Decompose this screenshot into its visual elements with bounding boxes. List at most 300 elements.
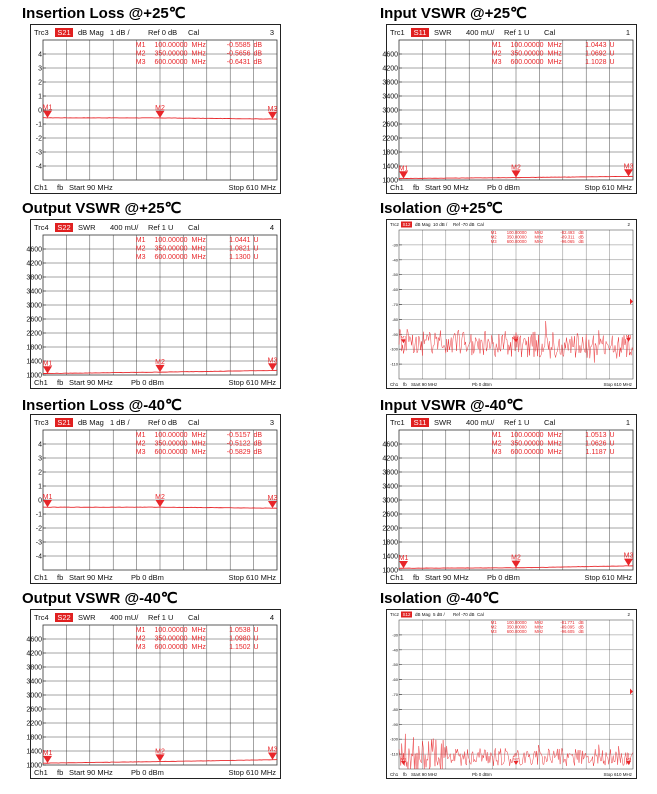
y-tick-label: 3800 [26,664,42,672]
y-tick-label: 2600 [26,706,42,714]
y-tick-label: 3000 [382,497,398,505]
marker-label: M3 [625,756,632,762]
analyzer-plot [387,610,636,778]
marker-label: M2 [155,359,165,367]
marker-readout-name: M2 [135,245,146,253]
format-label: SWR [434,28,452,37]
footer-fb: fb [403,772,407,777]
y-tick-label: -1 [35,121,42,129]
marker-readout-value: 1.0692 [585,50,607,58]
marker-label: M2 [155,748,165,756]
cal-label: Cal [544,28,556,37]
marker-readout-vunit: dB [253,59,263,66]
marker-readout-unit: MHz [191,440,206,448]
y-tick-label: 3800 [26,274,42,282]
footer-channel: Ch1 [34,768,48,777]
cal-label: Cal [188,28,200,37]
marker-triangle [401,761,406,765]
scale-label: 1 dB / [110,418,130,427]
y-tick-label: -2 [35,525,42,533]
marker-readout-name: M1 [135,237,146,244]
param-label: S11 [413,28,427,37]
marker-readout-name: M1 [490,230,497,235]
marker-readout-name: M3 [135,254,146,261]
marker-readout-value: 1.1187 [585,449,607,456]
marker-readout-value: -81.771 [560,620,575,625]
ref-label: Ref 1 U [148,613,174,622]
marker-readout-value: 1.0443 [585,42,607,49]
y-tick-label: -30 [392,632,398,638]
y-tick-label: 3400 [382,483,398,491]
footer-channel: Ch1 [34,573,48,582]
analyzer-screen [26,609,281,779]
y-tick-label: 3000 [26,302,42,310]
marker-readout-value: -0.5656 [226,50,251,58]
marker-readout-name: M2 [135,635,146,643]
format-label: dB Mag [415,612,431,617]
ref-position-icon [630,299,633,305]
scale-label: 5 dB / [433,612,445,617]
param-label: S12 [402,612,411,617]
marker-readout-vunit: U [609,42,615,49]
marker-readout-freq: 600.00000 [154,254,188,261]
y-tick-label: -110 [390,361,398,367]
footer-power: Pb 0 dBm [472,772,492,777]
footer-channel: Ch1 [34,378,48,387]
y-tick-label: -40 [392,647,398,653]
panel-title: Output VSWR @-40℃ [22,590,178,607]
y-tick-label: 4600 [26,636,42,644]
ref-indicator [41,238,49,242]
y-tick-label: -80 [392,316,398,322]
cal-label: Cal [188,613,200,622]
marker-readout-value: -89.311 [560,234,575,240]
analyzer-screen [26,219,281,389]
y-tick-label: 4200 [382,65,398,73]
marker-readout-value: 1.1028 [585,59,607,66]
marker-readout-name: M3 [491,59,502,66]
channel-number: 4 [269,613,274,622]
marker-label: M2 [511,554,521,562]
y-tick-label: -3 [35,539,42,547]
y-tick-label: 2 [38,469,42,477]
footer-start: Start 90 MHz [411,382,438,387]
footer-channel: Ch1 [390,772,399,777]
y-tick-label: -100 [389,346,398,352]
analyzer-plot [26,610,280,778]
marker-readout-value: 1.0513 [585,432,607,439]
footer-stop: Stop 610 MHz [228,378,276,387]
y-tick-label: -80 [392,706,398,712]
marker-readout-value: 1.0626 [585,440,607,448]
marker-label: M3 [267,357,278,365]
y-tick-label: -90 [392,331,398,337]
y-tick-label: -90 [392,721,398,727]
ref-indicator [397,623,405,627]
param-label: S22 [57,613,71,622]
cal-label: Cal [188,223,200,232]
trace-label: Trc4 [34,223,49,232]
analyzer-screen [30,24,281,194]
panel-title: Isolation @-40℃ [380,590,499,607]
ref-label: Ref -70 dB [453,222,475,227]
marker-readout-unit: MHz [534,620,544,625]
marker-readout-unit: MHz [547,440,562,448]
y-tick-label: 2600 [382,121,398,129]
marker-readout-vunit: U [609,432,615,439]
marker-readout-vunit: U [253,627,259,634]
marker-readout-value: 1.0538 [229,627,251,634]
y-tick-label: 4 [38,441,42,449]
scale-label: 400 mU/ [466,28,495,37]
marker-readout-value: -0.5585 [226,42,251,49]
marker-readout-freq: 350.00000 [510,50,544,58]
scale-label: 400 mU/ [110,613,139,622]
analyzer-screen [30,414,281,584]
marker-label: M2 [513,756,519,762]
marker-readout-vunit: dB [578,624,584,630]
marker-readout-vunit: U [253,644,259,651]
ref-indicator [397,433,405,437]
marker-readout-name: M1 [135,42,146,49]
marker-readout-vunit: dB [253,50,263,58]
analyzer-plot [387,220,636,388]
trace-label: Trc1 [390,28,405,37]
marker-readout-freq: 350.00000 [154,635,188,643]
y-tick-label: 3800 [382,79,398,87]
marker-readout-value: 1.0980 [229,635,251,643]
marker-readout-name: M1 [135,627,146,634]
y-tick-label: 2 [38,79,42,87]
analyzer-plot [31,415,280,583]
trace-label: Trc3 [34,418,49,427]
channel-number: 4 [269,223,274,232]
ref-indicator [397,43,405,47]
marker-readout-value: -0.5829 [226,449,251,456]
marker-readout-value: -0.6431 [226,59,251,66]
footer-power: Pb 0 dBm [487,183,520,192]
y-tick-label: -110 [390,751,398,757]
param-label: S21 [57,28,71,37]
footer-fb: fb [57,573,64,582]
marker-readout-unit: MHz [534,629,544,635]
marker-readout-name: M2 [490,234,497,240]
footer-fb: fb [57,183,64,192]
footer-start: Start 90 MHz [69,378,113,387]
marker-readout-unit: MHz [534,239,544,245]
marker-readout-unit: MHz [547,432,562,439]
marker-readout-name: M2 [491,440,502,448]
ref-indicator [397,233,405,237]
marker-readout-freq: 100.00000 [154,627,188,634]
analyzer-plot [26,220,280,388]
marker-readout-vunit: U [609,440,615,448]
cal-label: Cal [477,612,484,617]
param-label: S12 [402,222,411,227]
y-tick-label: 3 [38,65,42,73]
y-tick-label: 2200 [382,135,398,143]
analyzer-screen [386,609,637,779]
marker-triangle [514,761,519,765]
analyzer-plot [31,25,280,193]
panel-title: Insertion Loss @+25℃ [22,5,186,22]
marker-readout-freq: 600.00000 [506,239,527,245]
footer-stop: Stop 610 MHz [584,573,632,582]
footer-stop: Stop 610 MHz [228,183,276,192]
footer-start: Start 90 MHz [69,573,113,582]
marker-readout-vunit: dB [253,449,263,456]
y-tick-label: 1800 [382,149,398,157]
trace-label: Trc4 [34,613,49,622]
marker-readout-unit: MHz [547,449,562,456]
marker-readout-unit: MHz [191,449,206,456]
marker-label: M3 [267,495,278,503]
cal-label: Cal [477,222,484,227]
y-tick-label: -40 [392,257,398,263]
marker-readout-freq: 100.00000 [154,42,188,49]
marker-readout-value: 1.1502 [229,644,251,651]
y-tick-label: -4 [35,553,42,561]
marker-readout-freq: 100.00000 [154,432,188,439]
ref-label: Ref 1 U [148,223,174,232]
format-label: dB Mag [78,28,104,37]
marker-readout-name: M3 [490,239,497,245]
panel-title: Input VSWR @+25℃ [380,5,527,22]
footer-power: Pb 0 dBm [487,573,520,582]
marker-readout-vunit: dB [578,620,584,625]
footer-power: Pb 0 dBm [472,382,492,387]
y-tick-label: 2200 [26,720,42,728]
marker-readout-freq: 600.00000 [154,59,188,66]
y-tick-label: 1000 [26,372,42,380]
footer-fb: fb [413,183,420,192]
marker-readout-value: 1.0821 [229,245,251,253]
y-tick-label: 3000 [26,692,42,700]
format-label: SWR [78,613,96,622]
scale-label: 400 mU/ [466,418,495,427]
y-tick-label: -1 [35,511,42,519]
marker-readout-vunit: dB [578,239,584,245]
marker-label: M1 [400,334,407,340]
marker-readout-vunit: dB [253,432,263,439]
marker-readout-freq: 600.00000 [510,449,544,456]
y-tick-label: 2600 [382,511,398,519]
footer-start: Start 90 MHz [69,768,113,777]
footer-stop: Stop 610 MHz [603,772,632,777]
y-tick-label: -50 [392,272,398,278]
channel-number: 2 [627,612,630,617]
footer-power: Pb 0 dBm [131,378,164,387]
ref-label: Ref 0 dB [148,418,178,427]
marker-readout-vunit: dB [253,42,263,49]
marker-label: M1 [398,555,409,563]
footer-fb: fb [403,382,407,387]
y-tick-label: 4200 [26,650,42,658]
analyzer-screen [382,24,637,194]
ref-label: Ref 0 dB [148,28,178,37]
marker-readout-value: -96.605 [560,629,575,635]
trace-label: Trc1 [390,418,405,427]
y-tick-label: -100 [389,736,398,742]
marker-readout-unit: MHz [191,432,206,439]
y-tick-label: 1 [38,93,42,101]
footer-power: Pb 0 dBm [131,768,164,777]
ref-indicator [41,433,49,437]
marker-label: M1 [42,360,53,368]
marker-readout-vunit: U [609,449,615,456]
marker-readout-freq: 600.00000 [510,59,544,66]
analyzer-plot [382,25,636,193]
ref-indicator [41,628,49,632]
footer-stop: Stop 610 MHz [603,382,632,387]
marker-triangle [626,338,631,342]
footer-start: Start 90 MHz [69,183,113,192]
y-tick-label: -4 [35,163,42,171]
y-tick-label: -70 [392,692,398,697]
marker-readout-value: -0.5157 [226,432,251,439]
marker-readout-vunit: U [253,254,259,261]
marker-label: M1 [42,750,53,758]
marker-readout-unit: MHz [191,59,206,66]
marker-label: M3 [267,746,278,754]
marker-readout-name: M3 [490,629,497,635]
y-tick-label: 4200 [26,260,42,268]
marker-label: M1 [42,494,53,502]
footer-channel: Ch1 [390,382,399,387]
marker-readout-freq: 350.00000 [154,440,188,448]
marker-readout-vunit: U [609,59,615,66]
scale-label: 400 mU/ [110,223,139,232]
y-tick-label: 4200 [382,455,398,463]
analyzer-screen [386,219,637,389]
footer-start: Start 90 MHz [411,772,438,777]
marker-readout-name: M2 [491,50,502,58]
y-tick-label: 4600 [382,51,398,59]
panel-title: Isolation @+25℃ [380,200,503,217]
y-tick-label: 1400 [382,553,398,561]
marker-readout-value: -82.493 [560,230,575,235]
footer-start: Start 90 MHz [425,183,469,192]
trace-label: Trc2 [390,612,399,617]
marker-readout-vunit: dB [578,234,584,240]
trace-label: Trc3 [34,28,49,37]
y-tick-label: 1800 [26,344,42,352]
marker-readout-freq: 600.00000 [154,644,188,651]
y-tick-label: 2200 [382,525,398,533]
y-tick-label: 1400 [382,163,398,171]
footer-fb: fb [57,378,64,387]
analyzer-screen [382,414,637,584]
scale-label: 10 dB / [433,222,448,227]
y-tick-label: 3 [38,455,42,463]
y-tick-label: 1800 [382,539,398,547]
marker-readout-name: M1 [491,432,502,439]
marker-readout-unit: MHz [547,50,562,58]
footer-fb: fb [57,768,64,777]
ref-label: Ref 1 U [504,418,530,427]
marker-readout-unit: MHz [547,42,562,49]
marker-label: M2 [513,333,519,339]
ref-indicator [41,43,49,47]
marker-readout-name: M2 [490,624,497,630]
marker-label: M3 [625,333,632,339]
y-tick-label: -60 [392,677,398,683]
marker-readout-freq: 100.00000 [154,237,188,244]
marker-triangle [514,338,519,342]
marker-readout-vunit: U [609,50,615,58]
marker-readout-name: M3 [491,449,502,456]
marker-readout-name: M3 [135,449,146,456]
y-tick-label: 1000 [26,762,42,770]
trace-label: Trc2 [390,222,399,227]
marker-readout-freq: 350.00000 [506,234,527,240]
channel-number: 3 [269,418,274,427]
cal-label: Cal [544,418,556,427]
marker-readout-vunit: U [253,635,259,643]
marker-readout-freq: 100.00000 [510,42,544,49]
marker-readout-unit: MHz [534,230,544,235]
marker-readout-name: M3 [135,644,146,651]
marker-readout-freq: 350.00000 [510,440,544,448]
marker-readout-unit: MHz [191,635,206,643]
marker-readout-unit: MHz [191,644,206,651]
format-label: dB Mag [78,418,104,427]
marker-readout-unit: MHz [191,254,206,261]
y-tick-label: 1000 [382,567,398,575]
marker-readout-value: -96.065 [560,239,575,245]
channel-number: 2 [627,222,630,227]
marker-label: M3 [623,163,634,171]
footer-power: Pb 0 dBm [131,573,164,582]
marker-label: M2 [155,494,165,502]
marker-readout-name: M1 [135,432,146,439]
marker-readout-freq: 100.00000 [506,230,527,235]
cal-label: Cal [188,418,200,427]
marker-readout-vunit: dB [578,230,584,235]
marker-readout-freq: 600.00000 [506,629,527,635]
y-tick-label: 1800 [26,734,42,742]
marker-readout-unit: MHz [534,624,544,630]
marker-readout-name: M2 [135,50,146,58]
y-tick-label: -60 [392,287,398,293]
ref-label: Ref -70 dB [453,612,475,617]
channel-number: 3 [269,28,274,37]
footer-fb: fb [413,573,420,582]
y-tick-label: -70 [392,302,398,307]
y-tick-label: 2600 [26,316,42,324]
scale-label: 1 dB / [110,28,130,37]
marker-readout-unit: MHz [534,234,544,240]
marker-readout-freq: 100.00000 [506,620,527,625]
y-tick-label: -3 [35,149,42,157]
marker-readout-freq: 350.00000 [506,624,527,630]
param-label: S22 [57,223,71,232]
ref-position-icon [630,689,633,695]
footer-channel: Ch1 [390,183,404,192]
y-tick-label: 3000 [382,107,398,115]
footer-channel: Ch1 [390,573,404,582]
marker-readout-freq: 350.00000 [154,50,188,58]
marker-readout-freq: 100.00000 [510,432,544,439]
footer-stop: Stop 610 MHz [228,573,276,582]
marker-readout-unit: MHz [191,42,206,49]
y-tick-label: 3400 [26,288,42,296]
footer-start: Start 90 MHz [425,573,469,582]
y-tick-label: -30 [392,242,398,248]
marker-readout-vunit: dB [253,440,263,448]
marker-readout-unit: MHz [191,237,206,244]
format-label: dB Mag [415,222,431,227]
